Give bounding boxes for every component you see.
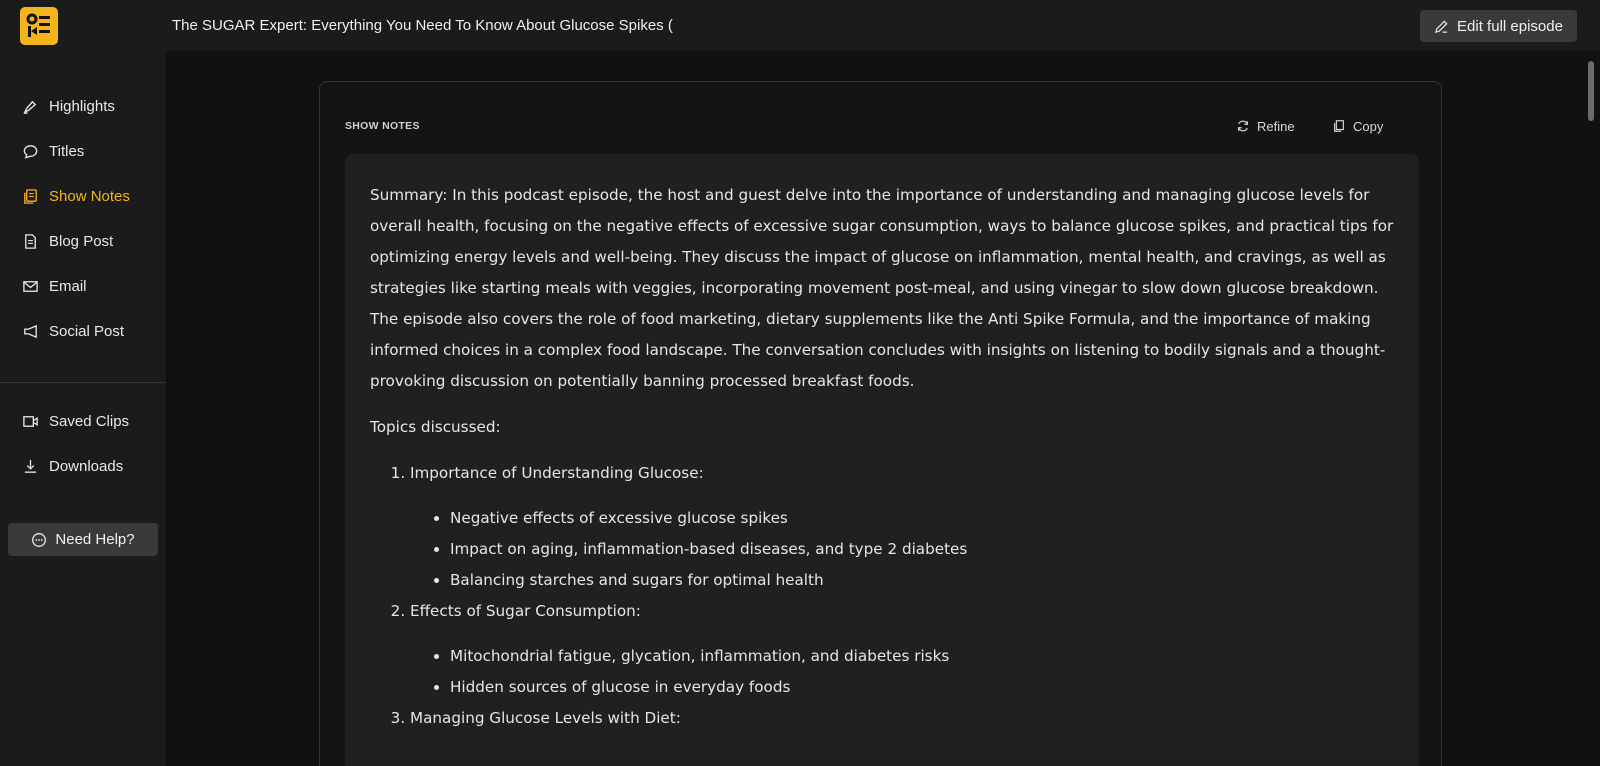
pencil-icon [1434,19,1449,34]
sidebar-item-show-notes[interactable] [22,184,130,208]
highlighter-icon [22,98,39,115]
copy-button[interactable] [1332,116,1383,136]
sidebar-item-saved-clips[interactable] [22,409,129,433]
chat-bubble-icon [22,143,39,160]
sidebar [0,51,166,766]
topic-points [410,503,1395,596]
app-logo-icon[interactable] [20,7,58,45]
topics-heading: Topics discussed: [370,418,501,436]
sidebar-item-highlights[interactable] [22,94,115,118]
sidebar-item-label: Highlights [49,97,115,115]
topic-item [410,596,1395,703]
copy-label: Copy [1353,118,1384,134]
edit-full-episode-label: Edit full episode [1457,17,1563,35]
sidebar-item-email[interactable] [22,274,87,298]
sidebar-item-titles[interactable] [22,139,84,163]
copy-icon [1332,119,1346,133]
megaphone-icon [22,323,39,340]
topic-point: • Balancing starches and sugars for optimal health [450,565,1395,596]
sidebar-item-label: Blog Post [49,232,114,250]
edit-full-episode-button[interactable] [1420,10,1577,42]
notes-icon [22,188,39,205]
top-bar [0,0,1600,51]
section-label: SHOW NOTES [345,120,420,132]
sidebar-item-label: Email [49,277,87,295]
chat-dots-icon [31,532,47,548]
topic-item [410,703,1395,734]
topic-item [410,458,1395,596]
need-help-label: Need Help? [55,531,135,548]
episode-title: The SUGAR Expert: Everything You Need To Know About Glucose Spikes ( [172,17,673,34]
topic-title: Effects of Sugar Consumption: [410,602,641,620]
refine-button[interactable] [1236,116,1295,136]
topic-point: • Negative effects of excessive glucose spikes [450,503,1395,534]
topic-point: • Impact on aging, inflammation-based diseases, and type 2 diabetes [450,534,1395,565]
sidebar-item-social-post[interactable] [22,319,124,343]
refine-label: Refine [1257,118,1295,134]
page-scrollbar[interactable] [1580,51,1600,766]
show-notes-card [319,81,1442,766]
topic-title: Managing Glucose Levels with Diet: [410,709,681,727]
topics-list [370,458,1395,734]
sidebar-item-downloads[interactable] [22,454,123,478]
sidebar-item-label: Social Post [49,322,125,340]
summary-text: Summary: In this podcast episode, the host and guest delve into the importance of understanding and managing glucose levels for overall health, focusing on the negative effects of excessive sugar consumption, ways to balance glucose spikes, and practical tips for optimizing energy levels and well-being. They discuss the impact of glucose on inflammation, mental health, and cravings, as well as strategies like starting meals with veggies, incorporating movement post-meal, and using vinegar to slow down glucose breakdown. The episode also covers the role of food marketing, dietary supplements like the Anti Spike Formula, and the importance of making informed choices in a complex food landscape. The conversation concludes with insights on listening to bodily signals and a thought-provoking discussion on potentially banning processed breakfast foods. [370,186,1394,390]
sidebar-divider [0,382,166,383]
sidebar-item-label: Saved Clips [49,412,130,430]
document-icon [22,233,39,250]
refresh-icon [1236,119,1250,133]
download-icon [22,458,39,475]
topic-title: Importance of Understanding Glucose: [410,464,704,482]
topic-points [410,641,1395,703]
sidebar-item-label: Titles [49,142,85,160]
topic-point: • Hidden sources of glucose in everyday foods [450,672,1395,703]
sidebar-item-label: Downloads [49,457,124,475]
scrollbar-thumb[interactable] [1588,61,1594,121]
video-icon [22,413,39,430]
topic-point: • Mitochondrial fatigue, glycation, inflammation, and diabetes risks [450,641,1395,672]
sidebar-item-label: Show Notes [49,187,130,205]
mail-icon [22,278,39,295]
sidebar-item-blog-post[interactable] [22,229,113,253]
need-help-button[interactable] [8,523,158,556]
show-notes-body [345,154,1419,766]
main-content [166,51,1580,766]
